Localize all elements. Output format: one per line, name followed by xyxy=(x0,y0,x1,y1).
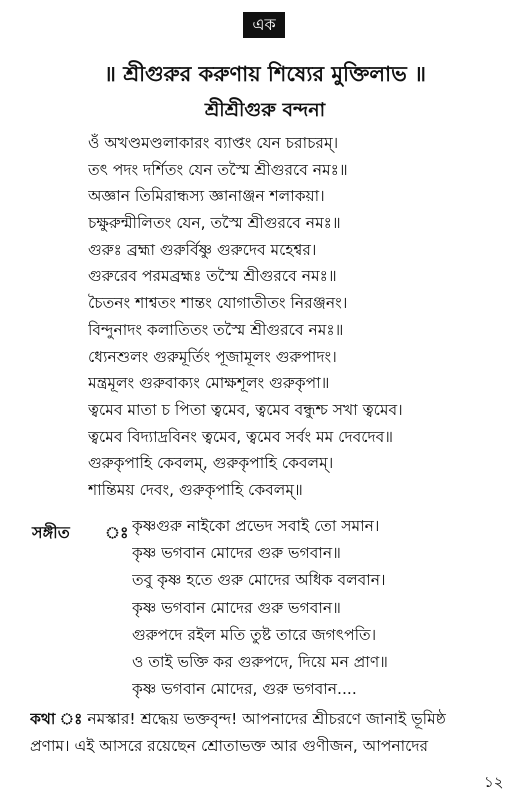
verse-line: গুরুকৃপাহি কেবলম্, গুরুকৃপাহি কেবলম্। xyxy=(88,454,334,473)
verse-line: তৎ পদং দর্শিতং যেন তস্মৈ শ্রীগুরবে নমঃ॥ xyxy=(88,160,348,179)
speech-line: প্রণাম। এই আসরে রয়েছেন শ্রোতাভক্ত আর গুণীজন, আপনাদের xyxy=(30,737,428,755)
verse-line: ধ্যেনশুলং গুরুমূর্তিং পূজামূলং গুরুপাদং। xyxy=(88,347,337,366)
page-number-badge: এক xyxy=(243,12,285,38)
verse-line: ত্বমেব মাতা চ পিতা ত্বমেব, ত্বমেব বন্ধুশ্চ সখা ত্বমেব। xyxy=(88,400,403,419)
song-line: ও তাই ভক্তি কর গুরুপদে, দিয়ে মন প্রাণ॥ xyxy=(132,652,388,671)
verse-line: মন্ত্রমূলং গুরুবাক্যং মোক্ষশূলং গুরুকৃপা॥ xyxy=(88,374,330,393)
section-title: শ্রীশ্রীগুরু বন্দনা xyxy=(204,99,326,121)
song-label-colon: ঃ xyxy=(105,523,129,542)
footer-page-number: ১২ xyxy=(484,773,504,791)
verse-line: চৈতনং শাশ্বতং শান্তং যোগাতীতং নিরঞ্জনং। xyxy=(88,294,348,313)
song-line: কৃষ্ণ ভগবান মোদের, গুরু ভগবান.... xyxy=(132,680,357,699)
song-line: কৃষ্ণ ভগবান মোদের গুরু ভগবান॥ xyxy=(132,598,341,617)
speech-text: নমস্কার! শ্রদ্ধেয় ভক্তবৃন্দ! আপনাদের শ্রীচরণে জানাই ভূমিষ্ঠ xyxy=(82,710,446,728)
song-line: গুরুপদে রইল মতি তুষ্ট তারে জগৎপতি। xyxy=(132,625,377,644)
verse-line: গুরুঃ ব্রহ্মা গুরুর্বিষ্ণু গুরুদেব মহেশ্বর। xyxy=(88,240,317,259)
song-line: কৃষ্ণ ভগবান মোদের গুরু ভগবান॥ xyxy=(132,544,341,563)
verse-line: ত্বমেব বিদ্যাদ্রবিনং ত্বমেব, ত্বমেব সর্বং মম দেবদেব॥ xyxy=(88,427,394,446)
song-line: কৃষ্ণগুরু নাইকো প্রভেদ সবাই তো সমান। xyxy=(132,517,380,535)
verse-line: ওঁ অখণ্ডমণ্ডলাকারং ব্যাপ্তং যেন চরাচরম্। xyxy=(88,134,339,152)
verse-line: শান্তিময় দেবং, গুরুকৃপাহি কেবলম্॥ xyxy=(88,480,303,499)
speech-label: কথা ঃ xyxy=(30,710,83,728)
song-label: সঙ্গীত xyxy=(32,523,70,542)
speech-paragraph xyxy=(30,706,522,760)
song-lyrics xyxy=(132,513,522,703)
song-line: তবু কৃষ্ণ হতে গুরু মোদের অধিক বলবান। xyxy=(132,571,386,590)
speech-line xyxy=(30,706,522,733)
chapter-title: ॥ শ্রীগুরুর করুণায় শিষ্যের মুক্তিলাভ ॥ xyxy=(104,62,426,86)
verse-line: বিন্দুনাদং কলাতিতং তস্মৈ শ্রীগুরবে নমঃ॥ xyxy=(88,320,344,339)
verse-line: গুরুরেব পরমব্রহ্মঃ তস্মৈ শ্রীগুরবে নমঃ॥ xyxy=(88,267,337,286)
verse-line: চক্ষুরুন্মীলিতং যেন, তস্মৈ শ্রীগুরবে নমঃ॥ xyxy=(88,214,341,233)
guru-vandana-verses xyxy=(88,130,518,504)
verse-line: অজ্ঞান তিমিরান্ধস্য জ্ঞানাঞ্জন শলাকয়া। xyxy=(88,187,325,206)
